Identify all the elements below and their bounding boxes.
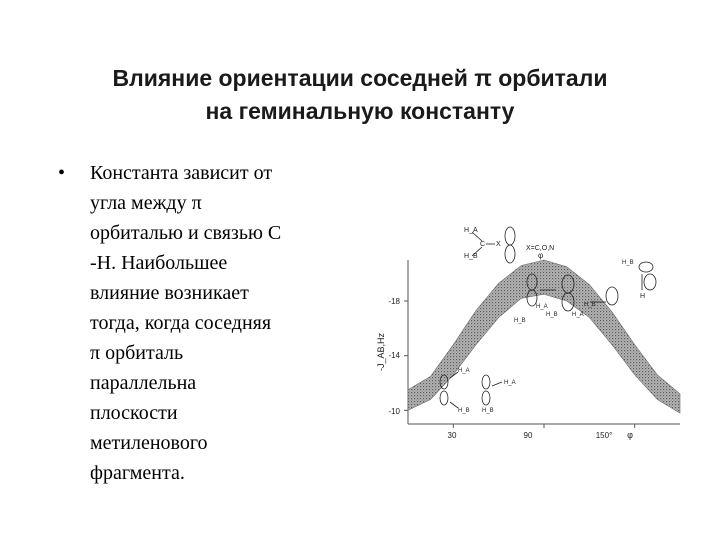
svg-text:H_B: H_B [458, 408, 470, 414]
x-tick-label-30: 30 [447, 431, 457, 440]
bullet-line: орбиталью и связью С [90, 222, 282, 244]
bullet-line: тогда, когда соседняя [90, 312, 272, 334]
svg-text:H: H [640, 293, 646, 300]
svg-text:H_B: H_B [514, 318, 526, 324]
label-x-top: X [496, 241, 501, 248]
y-tick-marks [404, 301, 408, 410]
svg-text:H_B: H_B [622, 260, 634, 266]
bullet-line: π орбиталь [90, 342, 184, 364]
label-hb-top: H_B [464, 253, 478, 260]
bullet-line: параллельна [90, 372, 197, 394]
svg-text:φ: φ [538, 251, 544, 260]
label-xcon: X=C,O,N [526, 245, 555, 252]
coupling-band [408, 260, 680, 413]
svg-text:H_A: H_A [572, 312, 584, 318]
y-tick-label-14: -14 [388, 351, 400, 360]
y-tick-label-18: -18 [388, 297, 400, 306]
inset-structure-right [622, 260, 656, 300]
geminal-constant-chart [360, 212, 690, 452]
svg-text:H_A: H_A [458, 368, 470, 374]
svg-text:H_A: H_A [536, 304, 548, 310]
bullet-line: влияние возникает [90, 282, 249, 304]
bullet-line: угла между π [90, 192, 202, 214]
svg-text:H_B: H_B [546, 312, 558, 318]
bullet-line: плоскости [90, 402, 178, 424]
x-tick-label-90: 90 [523, 431, 533, 440]
slide-title [40, 62, 680, 128]
bullet-line: Константа зависит от [90, 162, 273, 184]
bullet-line: метиленового [90, 432, 208, 454]
x-tick-label-phi: φ [627, 430, 633, 440]
y-tick-label-10: -10 [388, 407, 400, 416]
x-tick-label-150: 150° [595, 431, 613, 440]
bullet-text [90, 158, 360, 488]
svg-text:H_B: H_B [482, 408, 494, 414]
label-c-top: C [480, 241, 486, 248]
title-line-2: на геминальную константу [205, 98, 515, 124]
bullet-marker: • [58, 162, 66, 184]
x-tick-marks [453, 424, 634, 428]
bullet-line: -Н. Наибольшее [90, 252, 228, 274]
svg-text:H_A: H_A [504, 380, 516, 386]
svg-text:H_B: H_B [584, 302, 596, 308]
y-axis-label: -J_AB,Hz [376, 332, 386, 372]
title-line-1: Влияние ориентации соседней π орбитали [112, 65, 608, 91]
bullet-line: фрагмента. [90, 462, 185, 484]
label-ha-top: H_A [464, 227, 478, 234]
